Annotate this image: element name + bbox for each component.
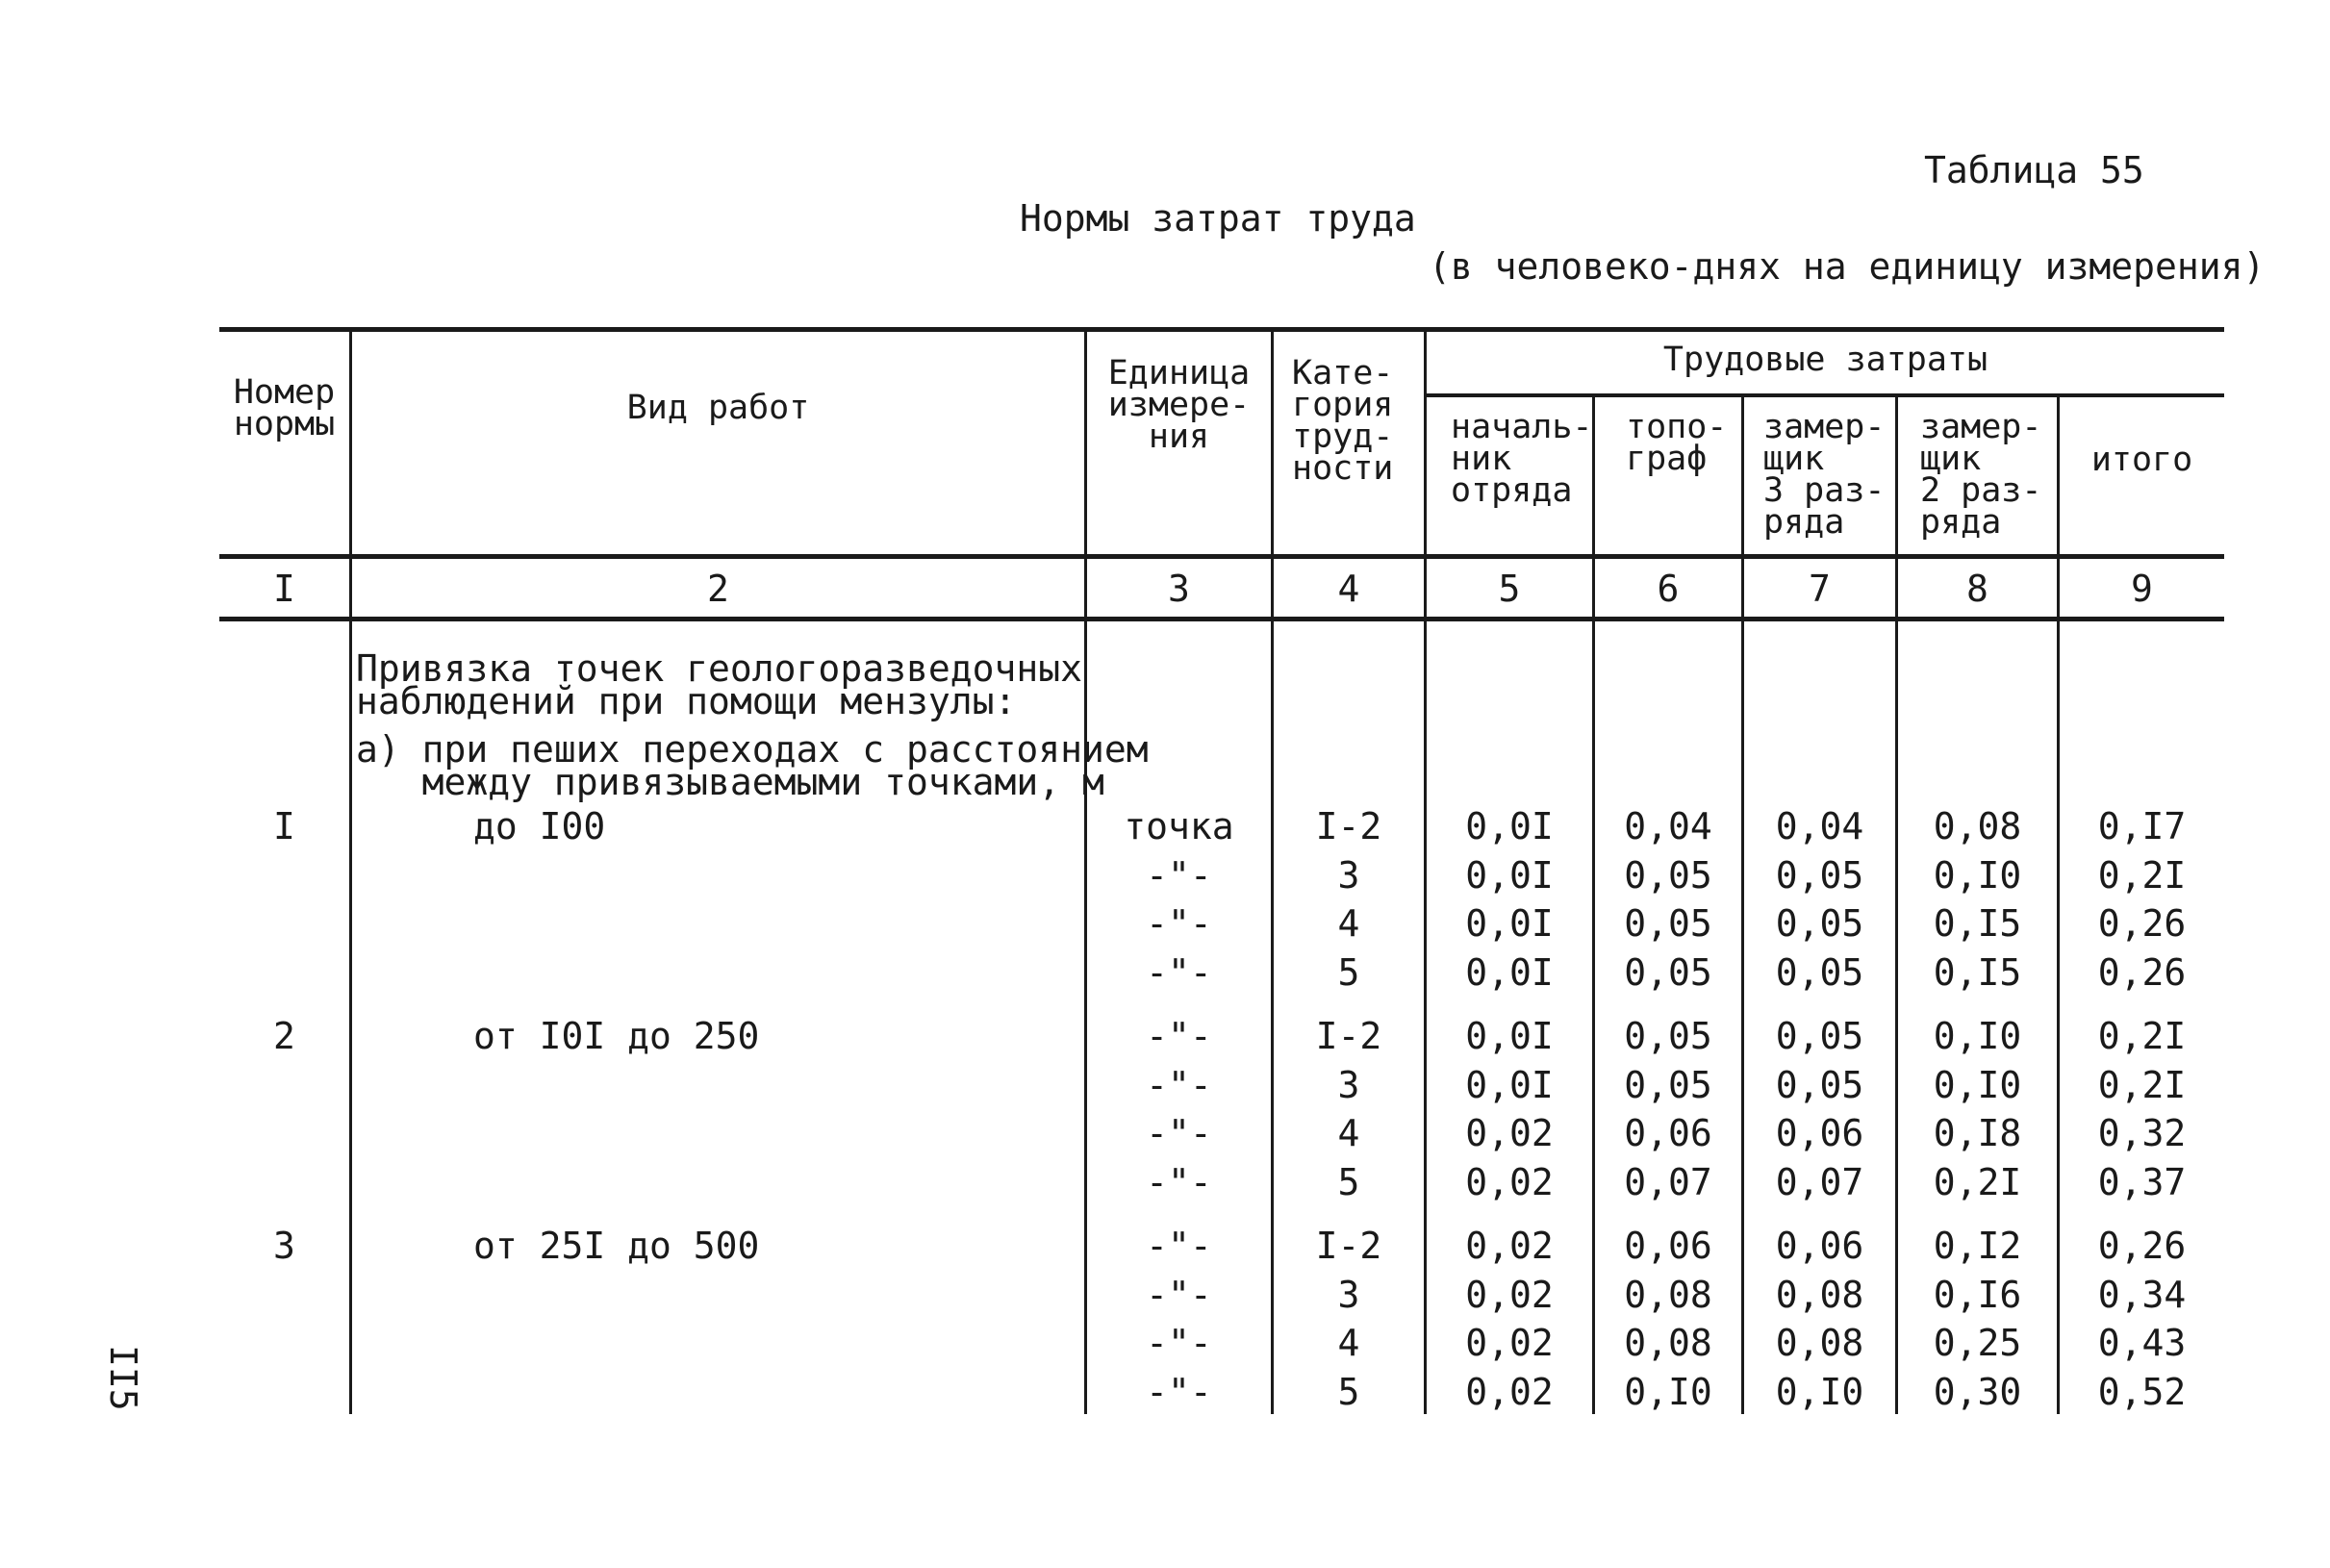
cell-topo: 0,05 (1624, 902, 1712, 945)
cell-total: 0,26 (2097, 1225, 2187, 1267)
cell-topo: 0,06 (1624, 1225, 1712, 1267)
cell-unit: -"- (1146, 854, 1212, 897)
colnum-3: 3 (1168, 568, 1190, 610)
rule-top (219, 327, 2224, 332)
page-title: Нормы затрат труда (1020, 197, 1416, 240)
cell-m2: 0,25 (1933, 1322, 2022, 1364)
cell-m2: 0,30 (1933, 1371, 2022, 1413)
cell-chief: 0,0I (1465, 805, 1554, 847)
page-subtitle: (в человеко-днях на единицу измерения) (1429, 245, 2266, 288)
cell-cat: I-2 (1315, 805, 1382, 847)
cell-topo: 0,I0 (1624, 1371, 1712, 1413)
cell-unit: -"- (1146, 1274, 1212, 1316)
header-unit: Единица измере- ния (1107, 354, 1251, 456)
cell-m2: 0,I2 (1933, 1225, 2022, 1267)
cell-cat: I-2 (1315, 1015, 1382, 1057)
header-chief: началь- ник отряда (1451, 408, 1593, 510)
cell-chief: 0,02 (1465, 1161, 1554, 1203)
cell-m2: 0,08 (1933, 805, 2022, 847)
header-measurer2: замер- щик 2 раз- ряда (1920, 408, 2042, 542)
cell-topo: 0,05 (1624, 1064, 1712, 1106)
section-subtitle: а) при пеших переходах с расстоянием между привязываемыми точками, м (356, 728, 1149, 803)
cell-cat: 5 (1337, 1371, 1360, 1413)
distance-label: до I00 (473, 805, 606, 847)
cell-total: 0,37 (2097, 1161, 2187, 1203)
cell-chief: 0,0I (1465, 854, 1554, 897)
cell-total: 0,2I (2097, 1064, 2187, 1106)
cell-m2: 0,I0 (1933, 854, 2022, 897)
rule-labor-sub (1424, 393, 2224, 397)
cell-m3: 0,07 (1775, 1161, 1864, 1203)
cell-chief: 0,02 (1465, 1112, 1554, 1154)
cell-unit: -"- (1146, 1112, 1212, 1154)
cell-topo: 0,05 (1624, 1015, 1712, 1057)
header-topographer: топо- граф (1626, 408, 1728, 478)
cell-m3: 0,08 (1775, 1274, 1864, 1316)
cell-topo: 0,05 (1624, 951, 1712, 994)
cell-unit: -"- (1146, 1225, 1212, 1267)
cell-topo: 0,04 (1624, 805, 1712, 847)
cell-m3: 0,04 (1775, 805, 1864, 847)
distance-label: от I0I до 250 (473, 1015, 760, 1057)
page-number: II5 (102, 1345, 144, 1411)
cell-total: 0,2I (2097, 1015, 2187, 1057)
colnum-5: 5 (1498, 568, 1521, 610)
cell-topo: 0,05 (1624, 854, 1712, 897)
cell-total: 0,26 (2097, 902, 2187, 945)
cell-m3: 0,05 (1775, 854, 1864, 897)
colnum-1: I (273, 568, 295, 610)
cell-unit: -"- (1146, 1161, 1212, 1203)
colnum-6: 6 (1657, 568, 1680, 610)
cell-m2: 0,I8 (1933, 1112, 2022, 1154)
rule-colnum-bottom (219, 617, 2224, 621)
cell-m3: 0,05 (1775, 951, 1864, 994)
cell-chief: 0,0I (1465, 1015, 1554, 1057)
header-total: итого (2090, 441, 2193, 479)
cell-chief: 0,0I (1465, 1064, 1554, 1106)
cell-m2: 0,I0 (1933, 1015, 2022, 1057)
cell-cat: 4 (1337, 1112, 1360, 1154)
colnum-4: 4 (1337, 568, 1360, 610)
cell-cat: I-2 (1315, 1225, 1382, 1267)
cell-total: 0,2I (2097, 854, 2187, 897)
colnum-8: 8 (1966, 568, 1988, 610)
cell-total: 0,43 (2097, 1322, 2187, 1364)
cell-m3: 0,06 (1775, 1112, 1864, 1154)
cell-unit: -"- (1146, 951, 1212, 994)
norm-number: I (273, 805, 295, 847)
cell-m3: 0,I0 (1775, 1371, 1864, 1413)
norm-number: 2 (273, 1015, 295, 1057)
cell-cat: 5 (1337, 951, 1360, 994)
table-label: Таблица 55 (1924, 149, 2144, 191)
cell-unit: -"- (1146, 1371, 1212, 1413)
cell-m3: 0,08 (1775, 1322, 1864, 1364)
distance-label: от 25I до 500 (473, 1225, 760, 1267)
cell-unit: -"- (1146, 1322, 1212, 1364)
cell-topo: 0,08 (1624, 1322, 1712, 1364)
colnum-9: 9 (2131, 568, 2153, 610)
cell-chief: 0,02 (1465, 1322, 1554, 1364)
header-labor: Трудовые затраты (1662, 341, 1988, 379)
cell-cat: 4 (1337, 1322, 1360, 1364)
cell-chief: 0,0I (1465, 951, 1554, 994)
vrule-1 (349, 327, 352, 1414)
cell-total: 0,52 (2097, 1371, 2187, 1413)
cell-m2: 0,I5 (1933, 951, 2022, 994)
cell-total: 0,32 (2097, 1112, 2187, 1154)
cell-unit: -"- (1146, 1015, 1212, 1057)
cell-chief: 0,02 (1465, 1371, 1554, 1413)
cell-unit: точка (1124, 805, 1234, 847)
cell-m3: 0,05 (1775, 1015, 1864, 1057)
cell-cat: 5 (1337, 1161, 1360, 1203)
cell-topo: 0,06 (1624, 1112, 1712, 1154)
cell-m3: 0,05 (1775, 1064, 1864, 1106)
header-norm-no: Номер нормы (233, 373, 336, 443)
cell-total: 0,34 (2097, 1274, 2187, 1316)
rule-header-bottom (219, 554, 2224, 559)
cell-cat: 3 (1337, 1274, 1360, 1316)
cell-m3: 0,05 (1775, 902, 1864, 945)
cell-m2: 0,I6 (1933, 1274, 2022, 1316)
cell-total: 0,I7 (2097, 805, 2187, 847)
cell-m2: 0,2I (1933, 1161, 2022, 1203)
cell-m2: 0,I5 (1933, 902, 2022, 945)
cell-total: 0,26 (2097, 951, 2187, 994)
colnum-7: 7 (1809, 568, 1831, 610)
header-measurer3: замер- щик 3 раз- ряда (1763, 408, 1886, 542)
cell-chief: 0,02 (1465, 1274, 1554, 1316)
cell-cat: 4 (1337, 902, 1360, 945)
header-category: Кате- гория труд- ности (1292, 354, 1394, 488)
cell-m2: 0,I0 (1933, 1064, 2022, 1106)
cell-cat: 3 (1337, 1064, 1360, 1106)
header-work-type: Вид работ (626, 389, 810, 427)
cell-cat: 3 (1337, 854, 1360, 897)
cell-topo: 0,08 (1624, 1274, 1712, 1316)
cell-unit: -"- (1146, 1064, 1212, 1106)
cell-unit: -"- (1146, 902, 1212, 945)
cell-chief: 0,02 (1465, 1225, 1554, 1267)
colnum-2: 2 (707, 568, 729, 610)
section-title: Привязка точек геологоразведочных наблюдений при помощи мензулы: (356, 647, 1082, 722)
cell-chief: 0,0I (1465, 902, 1554, 945)
cell-topo: 0,07 (1624, 1161, 1712, 1203)
norm-number: 3 (273, 1225, 295, 1267)
cell-m3: 0,06 (1775, 1225, 1864, 1267)
